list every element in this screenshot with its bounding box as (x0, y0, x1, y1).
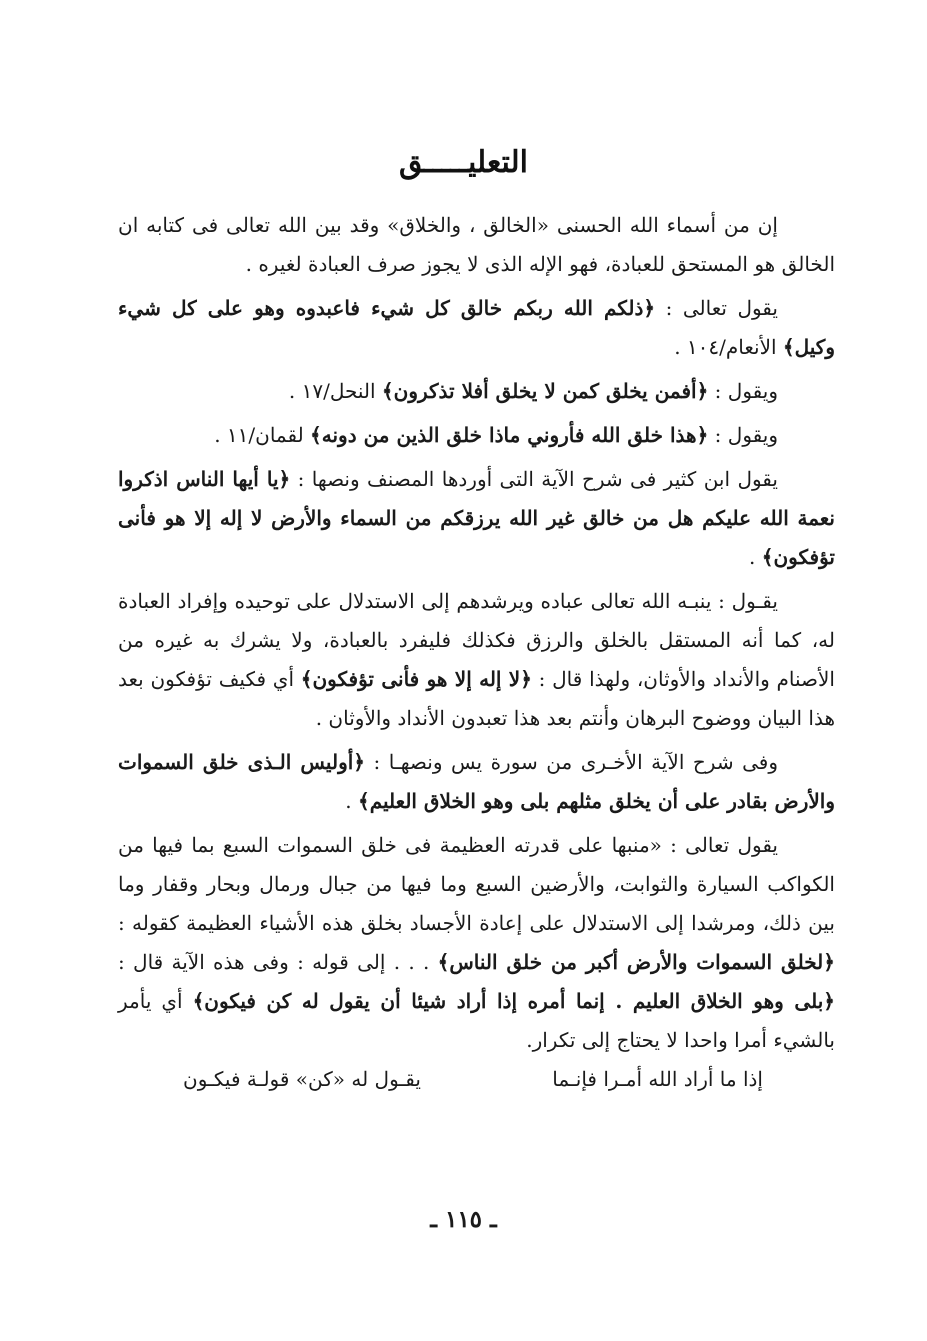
paragraph-text: أي فكيف تؤفكون بعد هذا البيان ووضوح البرهان وأنتم بعد هذا تعبدون الأنداد والأوثان . (118, 667, 835, 730)
verse-second-hemistich: يقـول له «كن» قولـة فيكـون (183, 1067, 421, 1091)
paragraph (118, 289, 835, 367)
paragraph (118, 416, 835, 455)
paragraph-text: وفى شرح الآية الأخـرى من سورة يس ونصهـا : (365, 750, 778, 774)
quran-quote: ﴿بلى وهو الخلاق العليم . إنما أمره إذا أراد شيئا أن يقول له كن فيكون﴾ (192, 989, 835, 1013)
quran-quote: ﴿يا أيها الناس اذكروا نعمة الله عليكم هل من خالق غير الله يرزقكم من السماء والأرض لا إله إلا هو فأنى تؤفكون﴾ (118, 467, 835, 569)
paragraph-text: . . . إلى قوله : وفى هذه الآية قال : (118, 950, 438, 974)
paragraph-text: لقمان/١١ . (214, 423, 311, 447)
paragraph-text: ويقول : (708, 423, 778, 447)
quran-quote: ﴿هذا خلق الله فأروني ماذا خلق الذين من دونه﴾ (310, 423, 709, 447)
paragraph-text: النحل/١٧ . (288, 379, 382, 403)
page-number: ـ ١١٥ ـ (430, 1206, 497, 1233)
quran-quote: ﴿أفمن يخلق كمن لا يخلق أفلا تذكرون﴾ (381, 379, 709, 403)
verse-first-hemistich: إذا ما أراد الله أمـرا فإنـما (552, 1067, 763, 1091)
paragraph (118, 743, 835, 821)
quran-quote: ﴿أوليس الـذى خلق السموات والأرض بقادر على أن يخلق مثلهم بلى وهو الخلاق العليم﴾ (118, 750, 835, 813)
quran-quote: ﴿ذلكم الله ربكم خالق كل شيء فاعبدوه وهو على كل شيء وكيل﴾ (118, 296, 835, 359)
paragraph-text: الأنعام/١٠٤ . (674, 335, 783, 359)
paragraph-text: . (345, 789, 358, 813)
quran-quote: ﴿لخلق السموات والأرض أكبر من خلق الناس﴾ (437, 950, 835, 974)
commentary-body (118, 206, 835, 1099)
paragraph-text: . (749, 545, 762, 569)
paragraph-text: يقول ابن كثير فى شرح الآية التى أوردها المصنف ونصها : (290, 467, 778, 491)
paragraph-text: ويقول : (708, 379, 778, 403)
paragraph-text: يقـول : ينبـه الله تعالى عباده ويرشدهم إلى الاستدلال على توحيده وإفراد العبادة له، كما أنه المستقل بالخلق والرزق فكذلك فليفرد بالعبادة، ولا يشرك به غيره من الأصنام والأنداد والأوثان، ولهذا قال : (118, 589, 835, 691)
paragraph (118, 372, 835, 411)
paragraph-text: يقول تعالى : «منبها على قدرته العظيمة فى خلق السموات السبع بما فيها من الكواكب السيارة والثوابت، والأرضين السبع وما فيها من جبال ورمال وبحار وقفار وما بين ذلك، ومرشدا إلى الاستدلال على إعادة الأجساد بخلق هذه الأشياء العظيمة كقوله : (118, 833, 835, 935)
poem-verse (183, 1060, 763, 1099)
paragraph-text: يقول تعالى : (655, 296, 778, 320)
paragraph-text: أي يأمر بالشيء أمرا واحدا لا يحتاج إلى تكرار. (118, 989, 835, 1052)
page-title: التعليـــــق (399, 145, 528, 181)
paragraph (118, 582, 835, 738)
paragraph (118, 206, 835, 284)
paragraph (118, 826, 835, 1060)
quran-quote: ﴿لا إله إلا هو فأنى تؤفكون﴾ (300, 667, 532, 691)
paragraph (118, 460, 835, 577)
paragraph-text: إن من أسماء الله الحسنى «الخالق ، والخلاق» وقد بين الله تعالى فى كتابه ان الخالق هو المستحق للعبادة، فهو الإله الذى لا يجوز صرف العبادة لغيره . (118, 213, 835, 276)
